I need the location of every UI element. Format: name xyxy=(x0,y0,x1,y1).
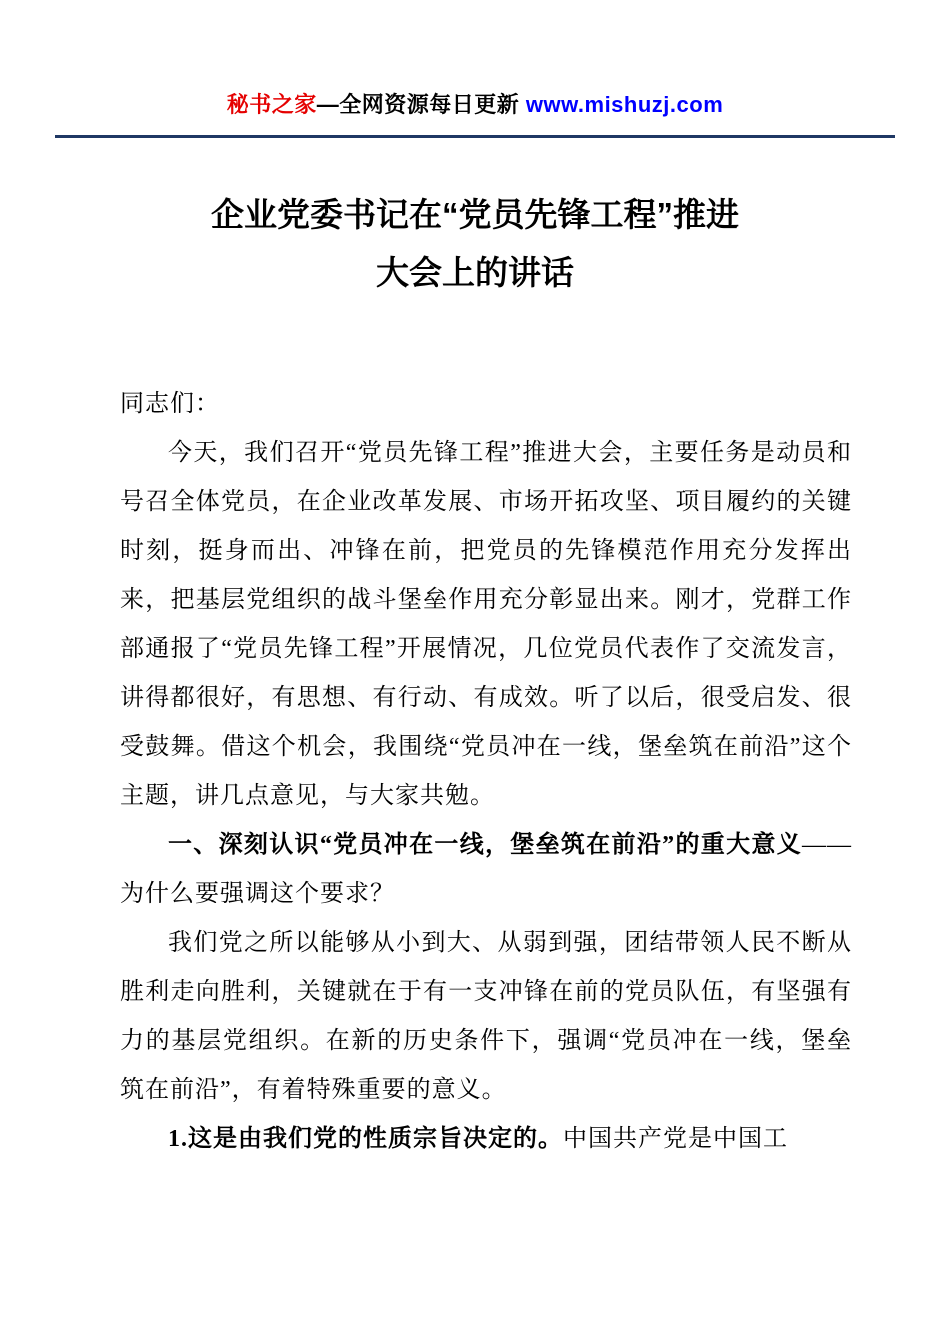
title-line-2: 大会上的讲话 xyxy=(376,254,574,291)
header-divider xyxy=(55,135,895,138)
paragraph-point-1-lead: 1.这是由我们党的性质宗旨决定的。 xyxy=(168,1126,563,1152)
site-brand: 秘书之家 xyxy=(226,92,317,117)
section-heading-1 xyxy=(120,821,852,919)
salutation: 同志们： xyxy=(120,391,220,417)
site-header xyxy=(0,88,950,119)
document-title xyxy=(100,186,850,302)
paragraph-point-1 xyxy=(120,1115,852,1164)
title-line-1: 企业党委书记在“党员先锋工程”推进 xyxy=(211,196,739,233)
site-tagline: —全网资源每日更新 xyxy=(316,92,526,117)
document-body xyxy=(120,380,852,1164)
paragraph-intro: 今天，我们召开“党员先锋工程”推进大会，主要任务是动员和号召全体党员，在企业改革发展、市场开拓攻坚、项目履约的关键时刻，挺身而出、冲锋在前，把党员的先锋模范作用充分发挥出来，把基层党组织的战斗堡垒作用充分彰显出来。刚才，党群工作部通报了“党员先锋工程”开展情况，几位党员代表作了交流发言，讲得都很好，有思想、有行动、有成效。听了以后，很受启发、很受鼓舞。借这个机会，我围绕“党员冲在一线，堡垒筑在前沿”这个主题，讲几点意见，与大家共勉。 xyxy=(120,440,852,809)
paragraph-significance: 我们党之所以能够从小到大、从弱到强，团结带领人民不断从胜利走向胜利，关键就在于有一支冲锋在前的党员队伍，有坚强有力的基层党组织。在新的历史条件下，强调“党员冲在一线，堡垒筑在前沿”，有着特殊重要的意义。 xyxy=(120,930,852,1103)
paragraph-point-1-rest: 中国共产党是中国工 xyxy=(563,1126,788,1152)
section-heading-1-rest: ——为什么要强调这个要求？ xyxy=(120,832,852,907)
section-heading-1-bold: 一、深刻认识“党员冲在一线，堡垒筑在前沿”的重大意义 xyxy=(168,832,802,858)
site-url-link[interactable]: www.mishuzj.com xyxy=(525,92,724,117)
